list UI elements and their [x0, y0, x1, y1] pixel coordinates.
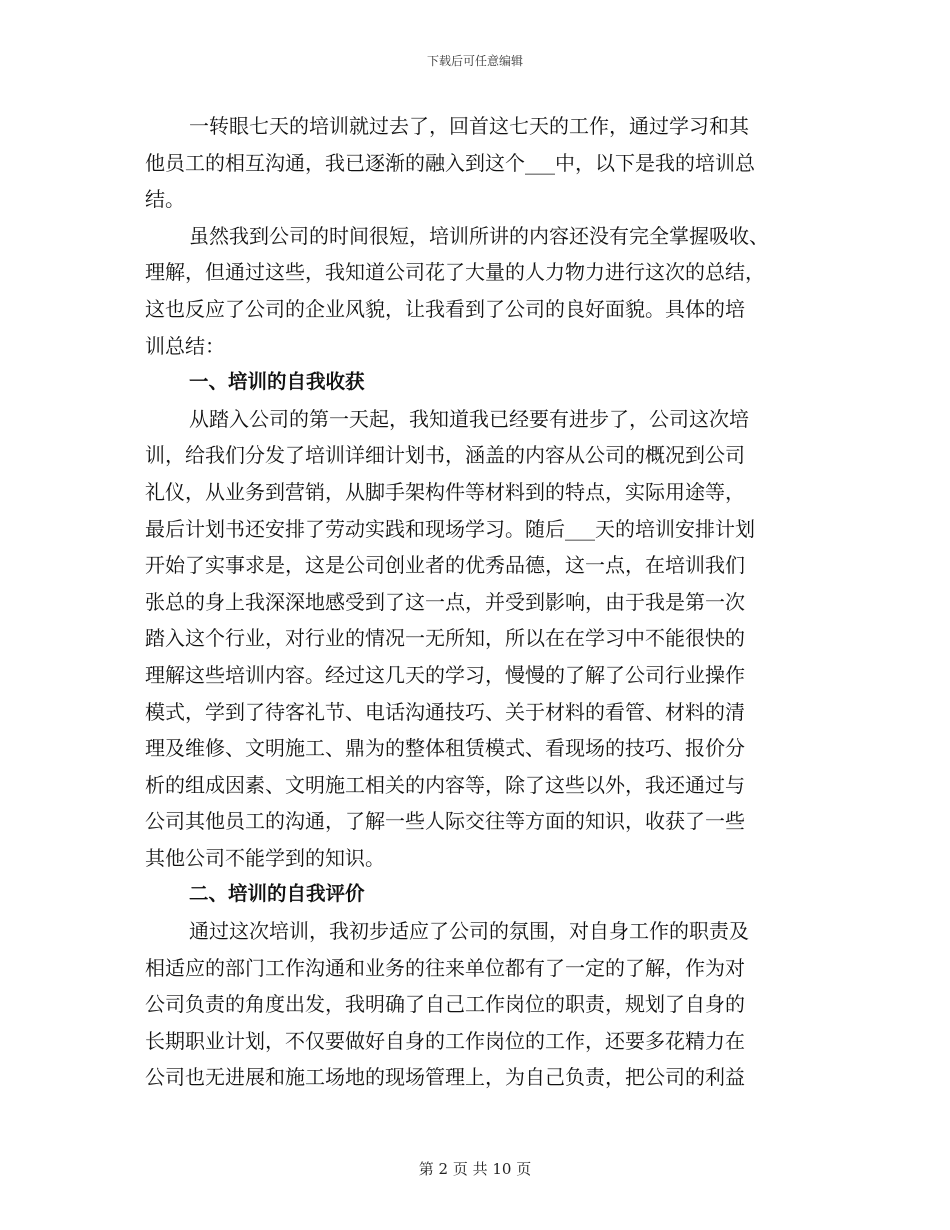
text-line: 长期职业计划，不仅要做好自身的工作岗位的工作，还要多花精力在: [145, 1028, 745, 1053]
text-line: 析的组成因素、文明施工相关的内容等，除了这些以外，我还通过与: [145, 772, 745, 797]
page-header-note: 下载后可任意编辑: [426, 54, 523, 68]
text-line: 虽然我到公司的时间很短，培训所讲的内容还没有完全掌握吸收、: [189, 223, 769, 248]
text-line: 结。: [145, 187, 185, 212]
text-line: 训，给我们分发了培训详细计划书，涵盖的内容从公司的概况到公司: [145, 443, 745, 468]
text-line: 训总结：: [145, 333, 225, 358]
text-line: 相适应的部门工作沟通和业务的往来单位都有了一定的了解，作为对: [145, 955, 745, 980]
text-line: 礼仪，从业务到营销，从脚手架构件等材料到的特点，实际用途等，: [145, 479, 745, 504]
section-heading: 二、培训的自我评价: [189, 882, 365, 906]
document-body: [145, 108, 805, 1096]
text-line: 公司负责的角度出发，我明确了自己工作岗位的职责，规划了自身的: [145, 992, 745, 1017]
text-line: 公司也无进展和施工场地的现场管理上，为自己负责，把公司的利益: [145, 1065, 745, 1090]
text-line: 这也反应了公司的企业风貌，让我看到了公司的良好面貌。具体的培: [145, 296, 745, 321]
page-number: 第 2 页 共 10 页: [418, 1160, 532, 1178]
text-line: 最后计划书还安排了劳动实践和现场学习。随后___天的培训安排计划: [145, 516, 755, 541]
text-line: 理解这些培训内容。经过这几天的学习，慢慢的了解了公司行业操作: [145, 662, 745, 687]
text-line: 模式，学到了待客礼节、电话沟通技巧、关于材料的看管、材料的清: [145, 699, 745, 724]
text-line: 通过这次培训，我初步适应了公司的氛围，对自身工作的职责及: [189, 919, 749, 944]
text-line: 理及维修、文明施工、鼎为的整体租赁模式、看现场的技巧、报价分: [145, 736, 745, 761]
text-line: 从踏入公司的第一天起，我知道我已经要有进步了，公司这次培: [189, 406, 749, 431]
section-heading: 一、培训的自我收获: [189, 370, 365, 394]
text-line: 他员工的相互沟通，我已逐渐的融入到这个___中，以下是我的培训总: [145, 150, 755, 175]
text-line: 理解，但通过这些，我知道公司花了大量的人力物力进行这次的总结，: [145, 260, 765, 285]
text-line: 其他公司不能学到的知识。: [145, 845, 385, 870]
text-line: 一转眼七天的培训就过去了，回首这七天的工作，通过学习和其: [189, 114, 749, 138]
text-line: 开始了实事求是，这是公司创业者的优秀品德，这一点，在培训我们: [145, 553, 745, 578]
text-line: 张总的身上我深深地感受到了这一点，并受到影响，由于我是第一次: [145, 589, 745, 614]
text-line: 踏入这个行业，对行业的情况一无所知，所以在在学习中不能很快的: [145, 626, 745, 651]
text-line: 公司其他员工的沟通，了解一些人际交往等方面的知识，收获了一些: [145, 809, 745, 834]
